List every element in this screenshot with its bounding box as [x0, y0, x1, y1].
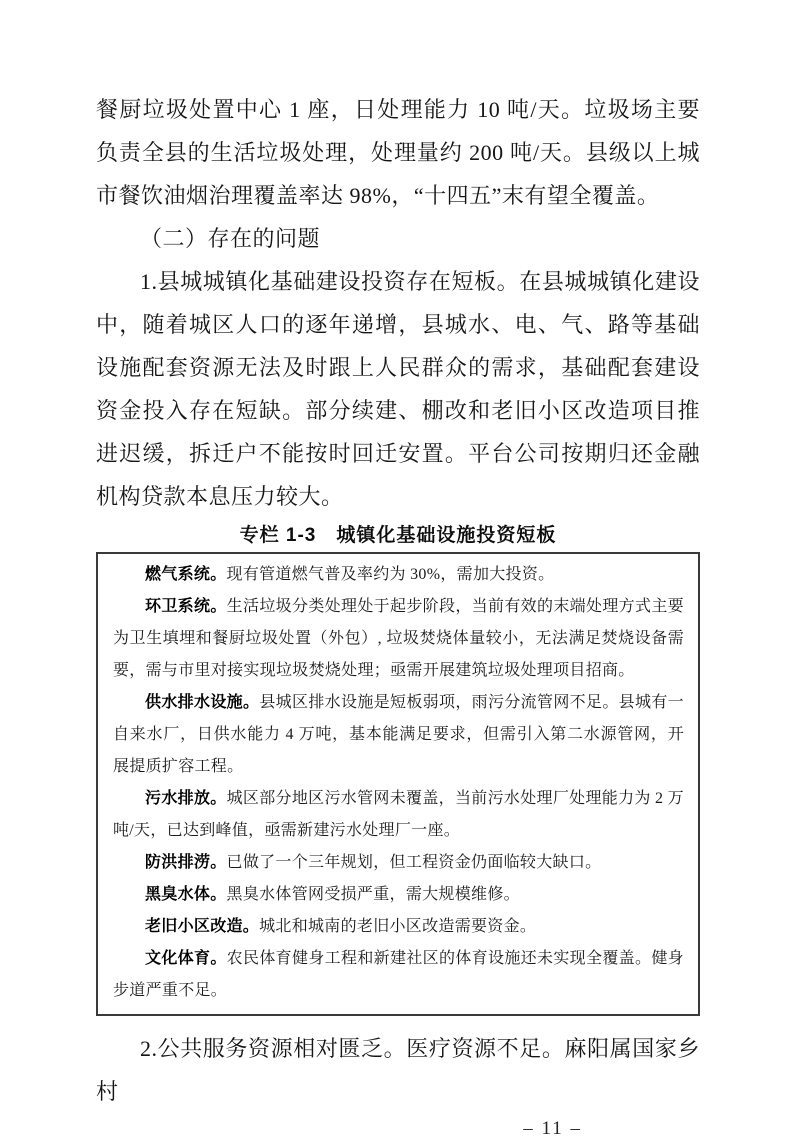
page-number: – 11 – — [523, 1118, 582, 1139]
panel-item-text: 已做了一个三年规划，但工程资金仍面临较大缺口。 — [226, 854, 602, 871]
panel-item-water-supply-drainage — [113, 687, 684, 783]
panel-item-label: 污水排放。 — [145, 790, 227, 807]
panel-item-text: 现有管道燃气普及率约为 30%，需加大投资。 — [226, 566, 555, 583]
paragraph-infrastructure-investment-shortboard: 1.县城城镇化基础建设投资存在短板。在县城城镇化建设中，随着城区人口的逐年递增，县城水、电、气、路等基础设施配套资源无法及时跟上人民群众的需求，基础配套建设资金投入存在短缺。部分续建、棚改和老旧小区改造项目推进迟缓，拆迁户不能按时回迁安置。平台公司按期归还金融机构贷款本息压力较大。 — [96, 269, 700, 509]
infrastructure-shortboard-panel — [96, 552, 700, 1016]
section-heading-existing-problems: （二）存在的问题 — [140, 226, 321, 251]
panel-item-text: 黑臭水体管网受损严重，需大规模维修。 — [226, 886, 520, 903]
panel-item-label: 老旧小区改造。 — [145, 918, 260, 935]
panel-item-text: 城区部分地区污水管网未覆盖，当前污水处理厂处理能力为 2 万吨/天，已达到峰值，亟需新建污水处理厂一座。 — [113, 790, 684, 839]
panel-item-text: 县城区排水设施是短板弱项，雨污分流管网不足。县城有一自来水厂，日供水能力 4 万吨，基本能满足要求，但需引入第二水源管网，开展提质扩容工程。 — [113, 694, 684, 775]
panel-item-label: 燃气系统。 — [145, 566, 227, 583]
panel-item-old-community-renovation — [113, 911, 684, 943]
panel-item-text: 城北和城南的老旧小区改造需要资金。 — [259, 918, 537, 935]
panel-title: 专栏 1-3 城镇化基础设施投资短板 — [239, 525, 557, 546]
panel-item-gas-system — [113, 559, 684, 591]
panel-item-text: 生活垃圾分类处理处于起步阶段，当前有效的末端处理方式主要为卫生填埋和餐厨垃圾处置（外包）, 垃圾焚烧体量较小，无法满足焚烧设备需要，需与市里对接实现垃圾焚烧处理；亟需开展建筑垃圾处理项目招商。 — [113, 598, 684, 679]
paragraph-waste-continuation: 餐厨垃圾处置中心 1 座，日处理能力 10 吨/天。垃圾场主要负责全县的生活垃圾处理，处理量约 200 吨/天。县级以上城市餐饮油烟治理覆盖率达 98%，“十四五”末有望全覆盖。 — [96, 97, 700, 208]
panel-item-label: 黑臭水体。 — [145, 886, 227, 903]
panel-item-flood-control — [113, 847, 684, 879]
panel-item-culture-sports — [113, 943, 684, 1007]
panel-item-sanitation-system — [113, 591, 684, 687]
panel-item-label: 供水排水设施。 — [145, 694, 260, 711]
paragraph-public-service-resources: 2.公共服务资源相对匮乏。医疗资源不足。麻阳属国家乡村 — [96, 1036, 700, 1104]
panel-item-sewage-discharge — [113, 783, 684, 847]
panel-item-label: 防洪排涝。 — [145, 854, 227, 871]
panel-item-label: 环卫系统。 — [145, 598, 227, 615]
panel-item-black-odorous-water — [113, 879, 684, 911]
panel-item-label: 文化体育。 — [145, 950, 227, 967]
panel-item-text: 农民体育健身工程和新建社区的体育设施还未实现全覆盖。健身步道严重不足。 — [113, 950, 684, 999]
